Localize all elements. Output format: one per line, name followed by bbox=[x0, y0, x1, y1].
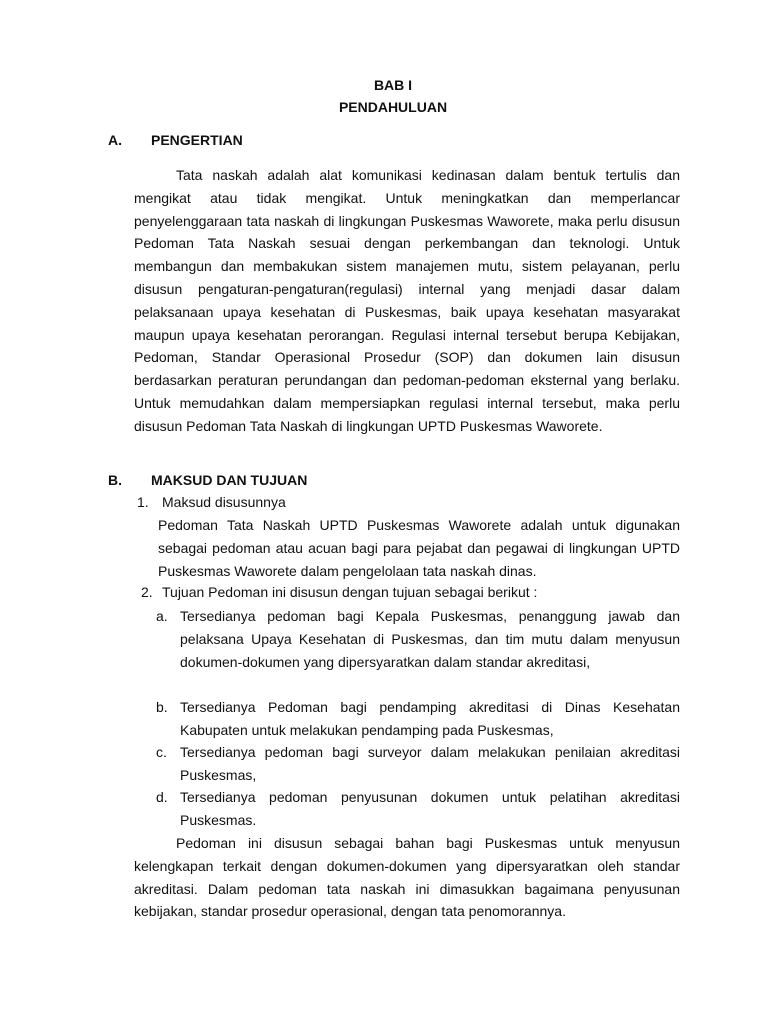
section-b-title: MAKSUD DAN TUJUAN bbox=[151, 472, 308, 488]
subitem-b-text: Tersedianya Pedoman bagi pendamping akreditasi di Dinas Kesehatan Kabupaten untuk melakukan pendamping pada Puskesmas, bbox=[180, 699, 680, 738]
section-a-letter: A. bbox=[108, 132, 122, 148]
chapter-number: BAB I bbox=[373, 77, 413, 93]
subitem-a-text: Tersedianya pedoman bagi Kepala Puskesmas, penanggung jawab dan pelaksana Upaya Kesehatan di Puskesmas, dan tim mutu dalam menyusun dokumen-dokumen yang dipersyaratkan dalam standar akreditasi, bbox=[180, 608, 680, 670]
subitem-c-mark: c. bbox=[156, 744, 167, 760]
item-2-heading: Tujuan Pedoman ini disusun dengan tujuan sebagai berikut : bbox=[162, 584, 538, 600]
section-a-paragraph-text: Tata naskah adalah alat komunikasi kedinasan dalam bentuk tertulis dan mengikat atau tidak mengikat. Untuk meningkatkan dan memperlancar penyelenggaraan tata naskah di lingkungan Puskesmas Waworete, maka perlu disusun Pedoman Tata Naskah sesuai dengan perkembangan dan teknologi. Untuk membangun dan membakukan sistem manajemen mutu, sistem pelayanan, perlu disusun pengaturan-pengaturan(regulasi) internal yang menjadi dasar dalam pelaksanaan upaya kesehatan di Puskesmas, baik upaya kesehatan masyarakat maupun upaya kesehatan perorangan. Regulasi internal tersebut berupa Kebijakan, Pedoman, Standar Operasional Prosedur (SOP) dan dokumen lain disusun berdasarkan peraturan perundangan dan pedoman-pedoman eksternal yang berlaku. Untuk memudahkan dalam mempersiapkan regulasi internal tersebut, maka perlu disusun Pedoman Tata Naskah di lingkungan UPTD Puskesmas Waworete. bbox=[134, 167, 680, 434]
item-1-number: 1. bbox=[137, 494, 149, 510]
item-1-text: Pedoman Tata Naskah UPTD Puskesmas Waworete adalah untuk digunakan sebagai pedoman atau acuan bagi para pejabat dan pegawai di lingkungan UPTD Puskesmas Waworete dalam pengelolaan tata naskah dinas. bbox=[158, 517, 680, 579]
chapter-title: PENDAHULUAN bbox=[338, 99, 448, 115]
subitem-d-text: Tersedianya pedoman penyusunan dokumen untuk pelatihan akreditasi Puskesmas. bbox=[180, 789, 680, 828]
item-2-number: 2. bbox=[141, 584, 153, 600]
subitem-c-text: Tersedianya pedoman bagi surveyor dalam melakukan penilaian akreditasi Puskesmas, bbox=[180, 744, 680, 783]
subitem-a-mark: a. bbox=[156, 608, 168, 624]
subitem-d-mark: d. bbox=[156, 789, 168, 805]
item-1-heading: Maksud disusunnya bbox=[162, 494, 286, 510]
section-a-paragraph bbox=[134, 164, 680, 438]
closing-paragraph-text: Pedoman ini disusun sebagai bahan bagi Puskesmas untuk menyusun kelengkapan terkait dengan dokumen-dokumen yang dipersyaratkan oleh standar akreditasi. Dalam pedoman tata naskah ini dimasukkan bagaimana penyusunan kebijakan, standar prosedur operasional, dengan tata penomorannya. bbox=[134, 835, 680, 920]
section-a-title: PENGERTIAN bbox=[151, 132, 243, 148]
closing-paragraph bbox=[134, 832, 680, 923]
subitem-b-mark: b. bbox=[156, 699, 168, 715]
section-b-letter: B. bbox=[108, 472, 122, 488]
